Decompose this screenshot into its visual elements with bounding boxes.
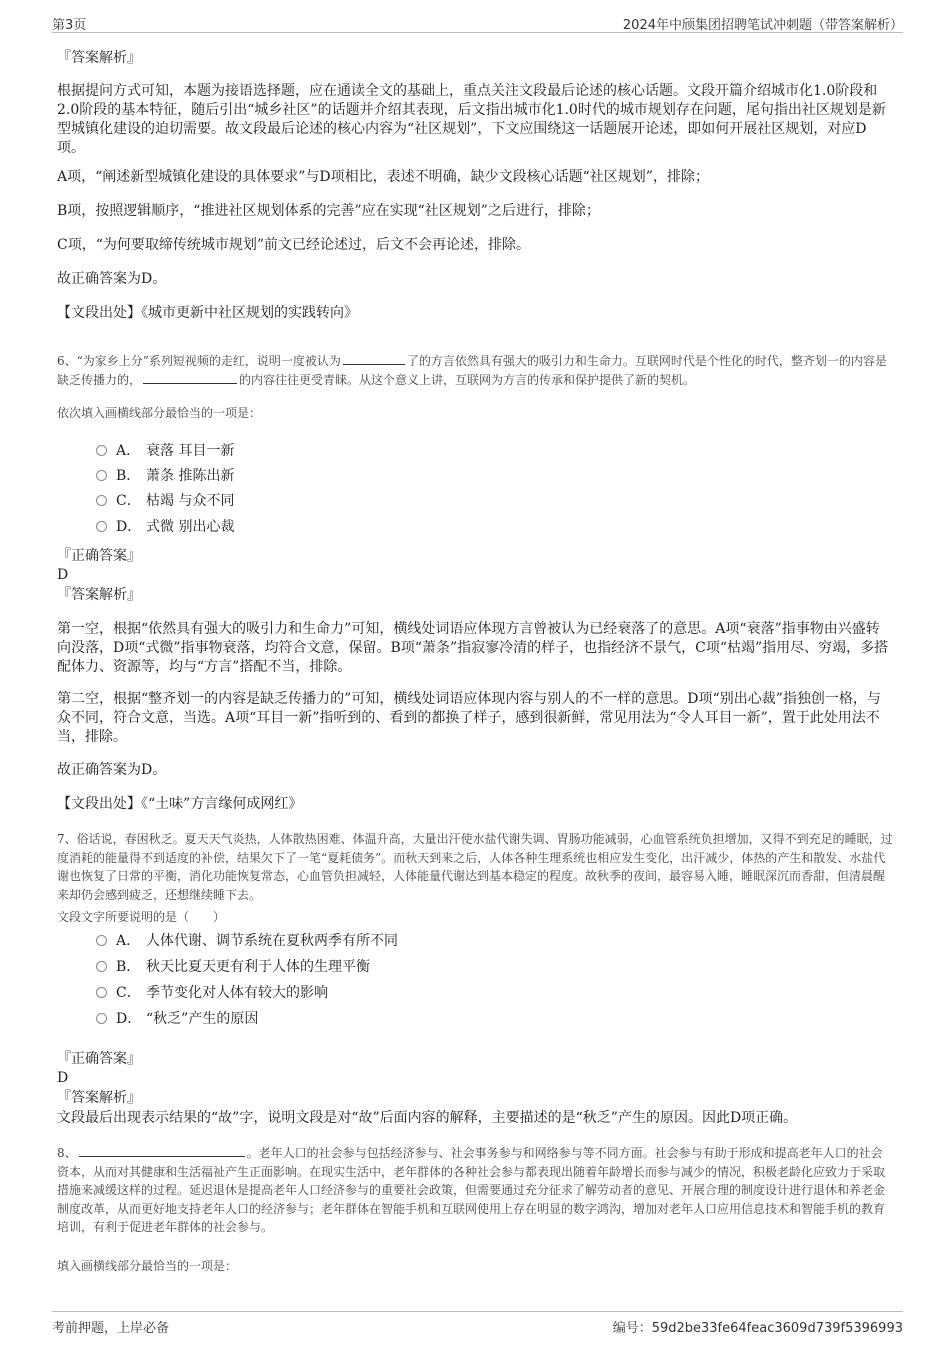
q7-option-b[interactable]: B． 秋天比夏天更有利于人体的生理平衡 — [96, 957, 370, 977]
q6-source: 【文段出处】《“土味”方言缘何成网红》 — [57, 796, 303, 812]
q6-analysis-p1: 第一空，根据“依然具有强大的吸引力和生命力”可知，横线处词语应体现方言曾被认为已经衰落了的意思。A项“衰落”指事物由兴盛转向没落，D项“式微”指事物衰落，均符合文意，保留。B项“萧条”指寂寥冷清的样子，也指经济不景气，C项“枯竭”指用尽、穷竭，多搭配体力、资源等，均与“方言”搭配不当，排除。 — [57, 621, 889, 675]
page-header — [52, 8, 903, 33]
document-code: 编号：59d2be33fe64feac3609d739f5396993 — [612, 1321, 903, 1336]
q6-conclusion: 故正确答案为D。 — [57, 762, 167, 778]
q5-analysis-p4: C项，“为何要取缔传统城市规划”前文已经论述过，后文不会再论述，排除。 — [57, 237, 531, 253]
q6-stem-part1: 6、“为家乡上分”系列短视频的走红，说明一度被认为 — [57, 354, 341, 368]
radio-icon[interactable] — [96, 987, 107, 998]
q8-stem — [57, 1144, 893, 1237]
q6-analysis-label: 『答案解析』 — [57, 587, 141, 603]
document-title: 2024年中颀集团招聘笔试冲刺题（带答案解析） — [622, 18, 903, 33]
q5-analysis-p2: A项，“阐述新型城镇化建设的具体要求”与D项相比，表述不明确，缺少文段核心话题“社区规划”，排除； — [57, 169, 709, 185]
q7-answer-label: 『正确答案』 — [57, 1051, 141, 1067]
q6-prompt: 依次填入画横线部分最恰当的一项是： — [57, 406, 262, 420]
q5-source: 【文段出处】《城市更新中社区规划的实践转向》 — [57, 305, 358, 321]
radio-icon[interactable] — [96, 961, 107, 972]
q6-option-c[interactable]: C． 枯竭 与众不同 — [96, 491, 234, 511]
q7-answer: D — [57, 1070, 69, 1086]
radio-icon[interactable] — [96, 495, 107, 506]
radio-icon[interactable] — [96, 445, 107, 456]
page-footer — [52, 1311, 903, 1338]
q7-option-d[interactable]: D． “秋乏”产生的原因 — [96, 1009, 258, 1029]
q7-analysis-label: 『答案解析』 — [57, 1090, 141, 1106]
footer-slogan: 考前押题，上岸必备 — [52, 1321, 170, 1336]
q6-stem — [57, 352, 893, 389]
radio-icon[interactable] — [96, 470, 107, 481]
q8-blank — [79, 1144, 245, 1157]
q8-stem-text: 。老年人口的社会参与包括经济参与、社会事务参与和网络参与等不同方面。社会参与有助于形成和提高老年人口的社会资本，从而对其健康和生活福祉产生正面影响。在现实生活中，老年群体的各种社会参与都表现出随着年龄增长而参与减少的情况，积极老龄化应致力于采取措施来减缓这样的过程。延迟退休是提高老年人口经济参与的重要社会政策，但需要通过充分征求了解劳动者的意见、开展合理的制度设计进行退休和养老金制度改革，从而更好地支持老年人口的经济参与；老年群体在智能手机和互联网使用上存在明显的数字鸿沟，增加对老年人口应用信息技术和智能手机的教育培训，有利于促进老年群体的社会参与。 — [57, 1146, 886, 1234]
q6-blank-1 — [343, 352, 405, 365]
q5-analysis-label: 『答案解析』 — [57, 50, 141, 66]
q5-analysis-p3: B项，按照逻辑顺序，“推进社区规划体系的完善”应在实现“社区规划”之后进行，排除； — [57, 203, 600, 219]
radio-icon[interactable] — [96, 1013, 107, 1024]
q7-stem: 7、俗话说，春困秋乏。夏天天气炎热，人体散热困难、体温升高，大量出汗使水盐代谢失调、胃肠功能减弱，心血管系统负担增加，又得不到充足的睡眠，过度消耗的能量得不到适度的补偿，结果欠下了一笔“夏耗债务”。而秋天到来之后，人体各种生理系统也相应发生变化，出汗减少，体热的产生和散发、水盐代谢也恢复了日常的平衡，消化功能恢复常态，心血管负担减轻，人体能量代谢达到基本稳定的程度。故秋季的夜间，最容易入睡，睡眠深沉而香甜，但清晨醒来却仍会感到疲乏，还想继续睡下去。 — [57, 832, 893, 902]
q7-option-c[interactable]: C． 季节变化对人体有较大的影响 — [96, 983, 328, 1003]
q6-blank-2 — [143, 371, 237, 384]
q6-answer: D — [57, 567, 69, 583]
q5-analysis-p1: 根据提问方式可知，本题为接语选择题，应在通读全文的基础上，重点关注文段最后论述的核心话题。文段开篇介绍城市化1.0阶段和2.0阶段的基本特征，随后引出“城乡社区”的话题并介绍其表现，后文指出城市化1.0时代的城市规划存在问题，尾句指出社区规划是新型城镇化建设的迫切需要。故文段最后论述的核心内容为“社区规划”，下文应围绕这一话题展开论述，即如何开展社区规划，对应D项。 — [57, 83, 886, 156]
q6-analysis-p2: 第二空，根据“整齐划一的内容是缺乏传播力的”可知，横线处词语应体现内容与别人的不一样的意思。D项“别出心裁”指独创一格，与众不同，符合文意，当选。A项“耳目一新”指听到的、看到的都换了样子，感到很新鲜，常见用法为“令人耳目一新”，置于此处用法不当，排除。 — [57, 691, 881, 745]
q6-answer-label: 『正确答案』 — [57, 548, 141, 564]
q6-option-b[interactable]: B． 萧条 推陈出新 — [96, 466, 234, 486]
q6-stem-part2: 了的方言依然具有强大的吸引力和生命力。互联网时代是个性化的时代，整齐划一的内容是缺乏传播力的， — [57, 354, 887, 387]
q8-stem-number: 8、 — [57, 1146, 77, 1160]
q7-option-a[interactable]: A． 人体代谢、调节系统在夏秋两季有所不同 — [96, 931, 398, 951]
q6-option-a[interactable]: A． 衰落 耳目一新 — [96, 441, 234, 461]
radio-icon[interactable] — [96, 521, 107, 532]
q6-option-d[interactable]: D． 式微 别出心裁 — [96, 517, 234, 537]
q7-analysis: 文段最后出现表示结果的“故”字，说明文段是对“故”后面内容的解释，主要描述的是“秋乏”产生的原因。因此D项正确。 — [57, 1110, 798, 1126]
q8-prompt: 填入画横线部分最恰当的一项是： — [57, 1259, 238, 1273]
q5-conclusion: 故正确答案为D。 — [57, 271, 167, 287]
q6-stem-part3: 的内容往往更受青睐。从这个意义上讲，互联网为方言的传承和保护提供了新的契机。 — [239, 372, 696, 387]
page-number: 第3页 — [52, 18, 87, 33]
radio-icon[interactable] — [96, 935, 107, 946]
q7-prompt: 文段文字所要说明的是（ ） — [57, 910, 226, 924]
